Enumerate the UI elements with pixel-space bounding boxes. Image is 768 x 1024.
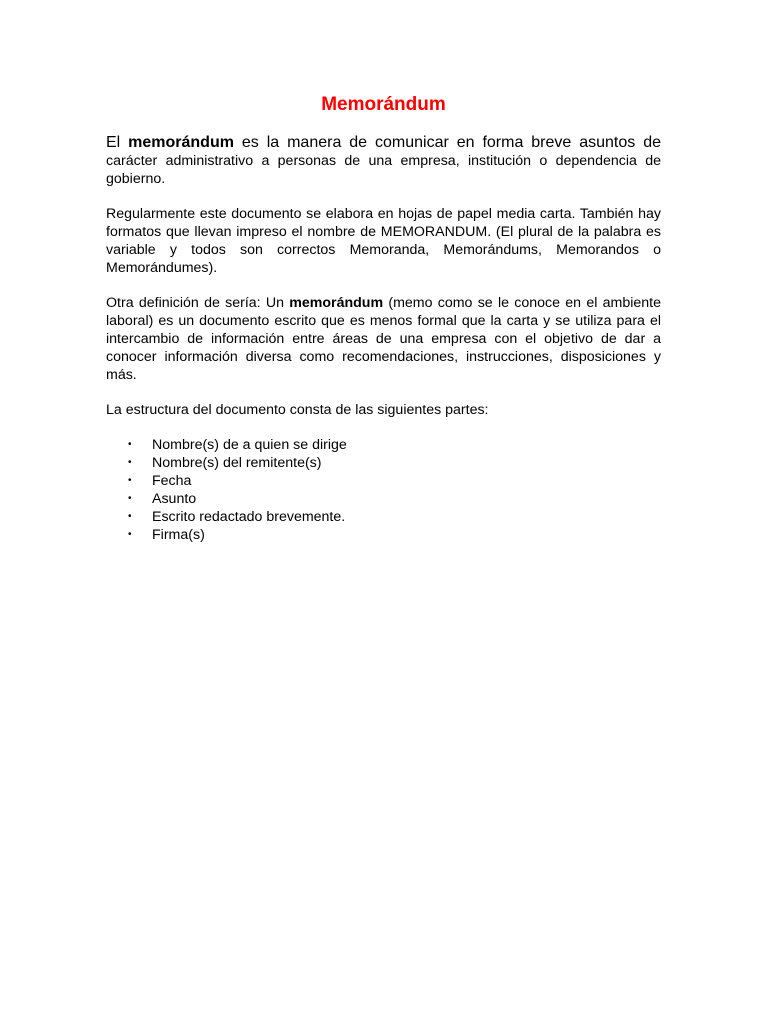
paragraph-other-definition-rest: (memo como se le conoce en el ambiente laboral) es un documento escrito que es menos formal que la carta y se utiliza para el intercambio de información entre áreas de una empresa con el objetivo de dar a conocer información diversa como recomendaciones, instrucciones, disposiciones y más.: [106, 295, 661, 383]
paragraph-other-definition-lead: Otra definición de sería: Un: [106, 295, 290, 311]
list-item: [106, 472, 661, 490]
paragraph-structure-intro: La estructura del documento consta de las siguientes partes:: [106, 402, 489, 418]
bullet-icon: •: [128, 439, 132, 450]
paragraph-other-definition-bold-term: memorándum: [289, 295, 384, 311]
list-item: [106, 508, 661, 526]
structure-list: [106, 436, 661, 544]
paragraph-other-definition: [106, 294, 661, 384]
page-title: Memorándum: [321, 94, 446, 115]
paragraph-format: Regularmente este documento se elabora en hojas de papel media carta. También hay formatos que llevan impreso el nombre de MEMORANDUM. (El plural de la palabra es variable y todos son correctos Memoranda, Memorándums, Memorandos o Memorándumes).: [106, 206, 661, 276]
list-item: [106, 454, 661, 472]
list-item-text: Escrito redactado brevemente.: [152, 509, 346, 525]
bullet-icon: •: [128, 493, 132, 504]
bullet-icon: •: [128, 511, 132, 522]
bullet-icon: •: [128, 475, 132, 486]
paragraph-definition-lead: El: [106, 134, 129, 151]
list-item-text: Nombre(s) de a quien se dirige: [152, 437, 347, 453]
list-item-text: Nombre(s) del remitente(s): [152, 455, 322, 471]
list-item-text: Fecha: [152, 473, 192, 489]
list-item: [106, 436, 661, 454]
document-page: [106, 93, 661, 544]
list-item: [106, 526, 661, 544]
list-item-text: Firma(s): [152, 527, 205, 543]
bullet-icon: •: [128, 457, 132, 468]
list-item-text: Asunto: [152, 491, 197, 507]
list-item: [106, 490, 661, 508]
bullet-icon: •: [128, 529, 132, 540]
paragraph-definition-first-line: [106, 134, 661, 151]
paragraph-definition-bold-term: memorándum: [128, 134, 234, 151]
paragraph-definition: [106, 134, 661, 188]
paragraph-definition-rest: carácter administrativo a personas de una empresa, institución o dependencia de gobierno.: [106, 153, 661, 187]
paragraph-definition-first-line-rest: es la manera de comunicar en forma breve asuntos de: [233, 134, 661, 151]
